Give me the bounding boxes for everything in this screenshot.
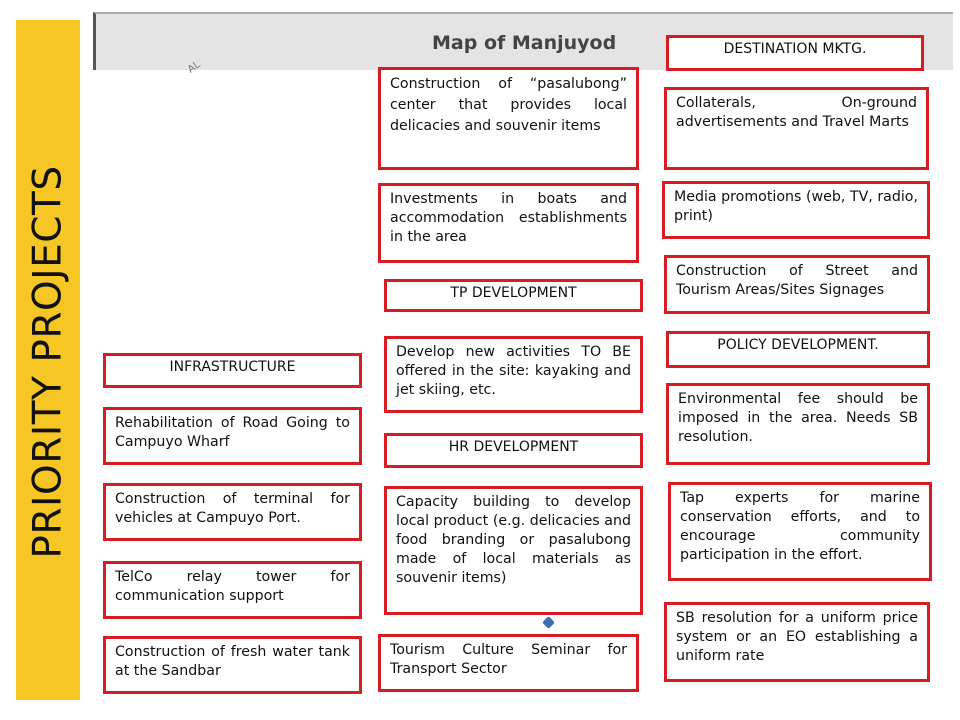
- destination-mktg-item: Media promotions (web, TV, radio, print): [662, 181, 930, 239]
- map-title: Map of Manjuyod: [432, 32, 617, 54]
- product-item: Construction of “pasalubong” center that provides local delicacies and souvenir items: [378, 67, 639, 170]
- infrastructure-item: Construction of terminal for vehicles at Campuyo Port.: [103, 483, 362, 541]
- destination-mktg-item: Collaterals, On-ground advertisements and Travel Marts: [664, 87, 929, 170]
- map-side-label: AL: [185, 59, 203, 76]
- tp-development-item: Develop new activities TO BE offered in the site: kayaking and jet skiing, etc.: [384, 336, 643, 413]
- policy-development-heading: POLICY DEVELOPMENT.: [666, 331, 930, 368]
- connector-knot: [542, 616, 555, 629]
- infrastructure-item: Construction of fresh water tank at the Sandbar: [103, 636, 362, 694]
- page-title: PRIORITY PROJECTS: [25, 165, 71, 559]
- hr-development-item: Tourism Culture Seminar for Transport Sector: [378, 634, 639, 692]
- destination-mktg-heading: DESTINATION MKTG.: [666, 35, 924, 71]
- tp-development-heading: TP DEVELOPMENT: [384, 279, 643, 312]
- policy-development-item: SB resolution for a uniform price system or an EO establishing a uniform rate: [664, 602, 930, 682]
- product-item: Investments in boats and accommodation establishments in the area: [378, 183, 639, 263]
- hr-development-item: Capacity building to develop local product (e.g. delicacies and food branding or pasalubong made of local materials as souvenir items): [384, 486, 643, 615]
- destination-mktg-item: Construction of Street and Tourism Areas/Sites Signages: [664, 255, 930, 314]
- hr-development-heading: HR DEVELOPMENT: [384, 433, 643, 468]
- policy-development-item: Environmental fee should be imposed in the area. Needs SB resolution.: [666, 383, 930, 465]
- infrastructure-heading: INFRASTRUCTURE: [103, 353, 362, 388]
- policy-development-item: Tap experts for marine conservation efforts, and to encourage community participation in the effort.: [668, 482, 932, 581]
- infrastructure-item: Rehabilitation of Road Going to Campuyo Wharf: [103, 407, 362, 465]
- infrastructure-item: TelCo relay tower for communication support: [103, 561, 362, 619]
